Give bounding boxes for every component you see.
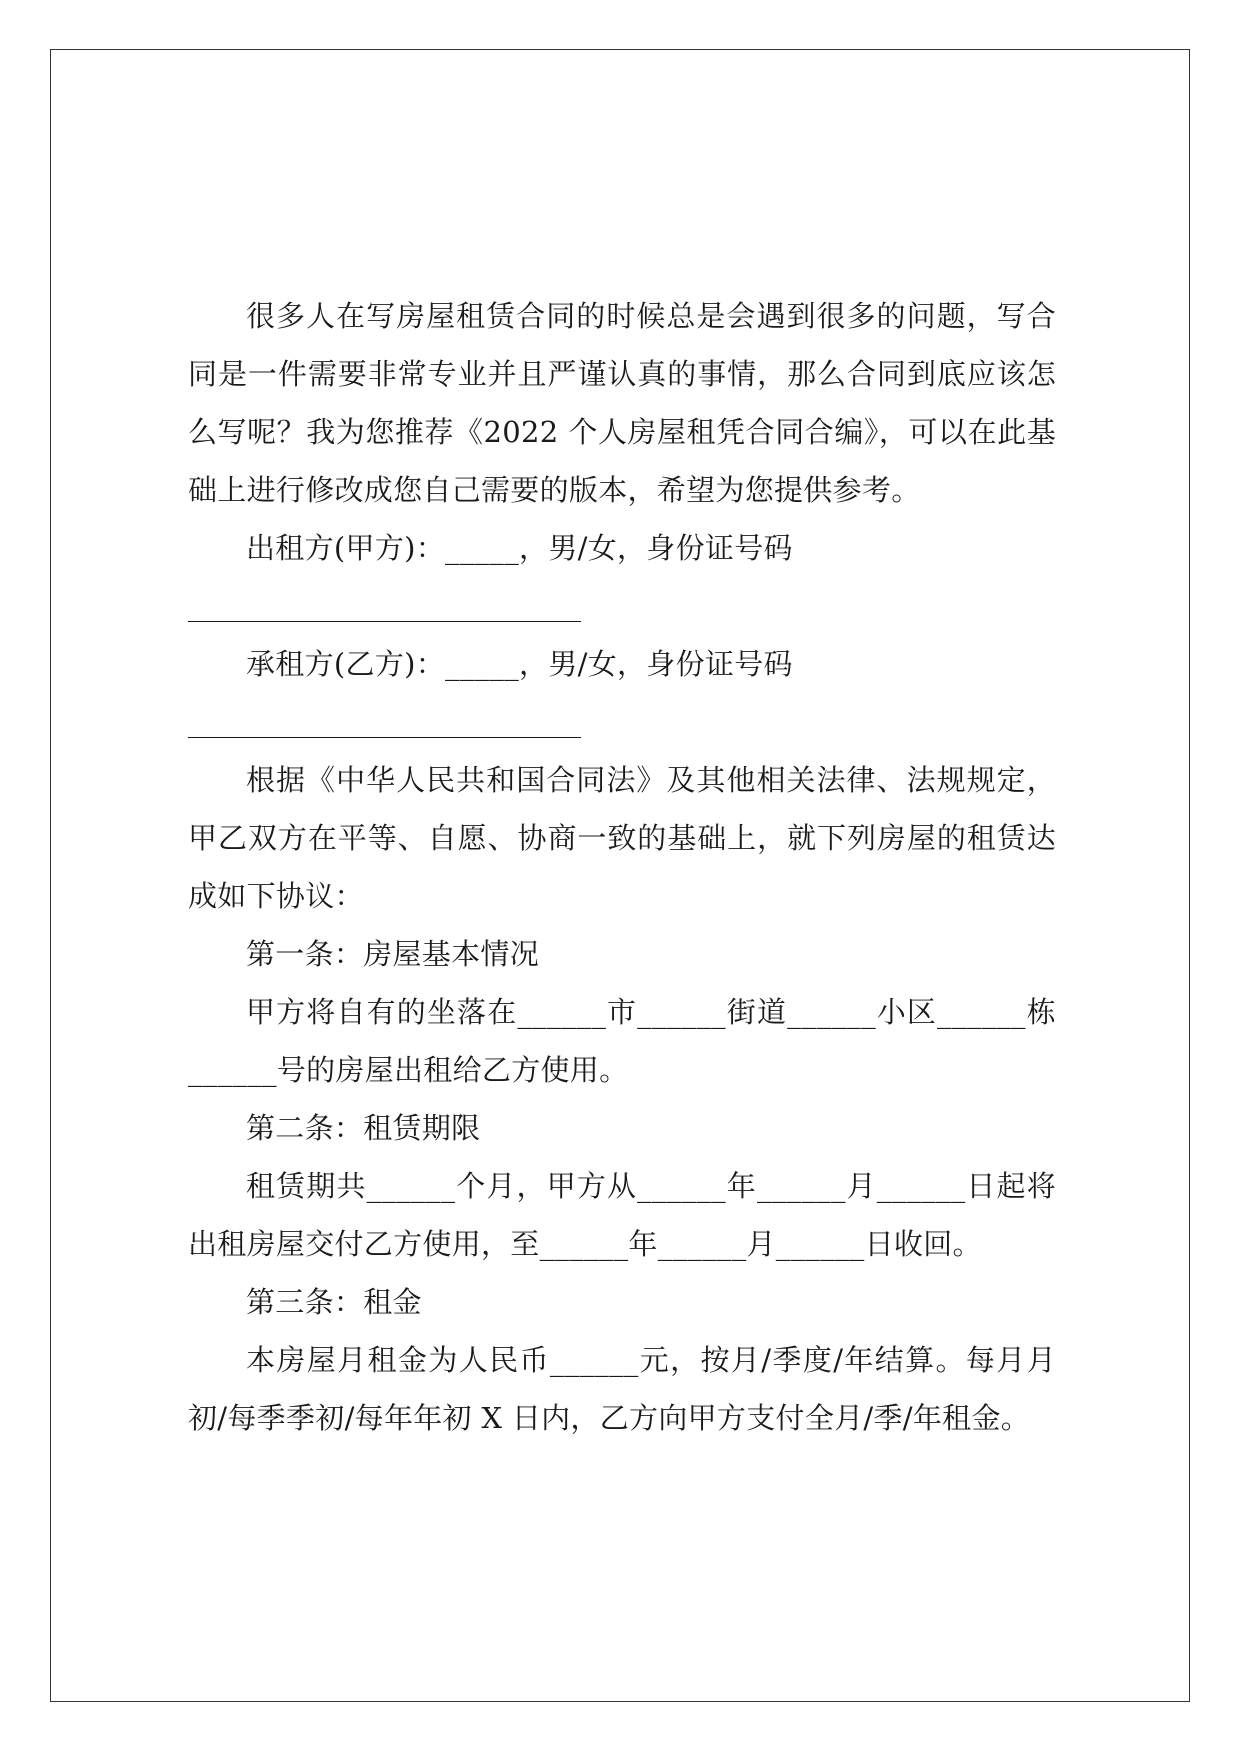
article-3-body: 本房屋月租金为人民币______元，按月/季度/年结算。每月月初/每季季初/每年年初 X 日内，乙方向甲方支付全月/季/年租金。 [188,1343,1056,1435]
article-1-body: 甲方将自有的坐落在______市______街道______小区______栋______号的房屋出租给乙方使用。 [188,995,1056,1087]
lessee-line: 承租方(乙方)：_____，男/女，身份证号码 [246,647,793,681]
lessor-id-blank [188,577,1056,635]
article-2-body: 租赁期共______个月，甲方从______年______月______日起将出租房屋交付乙方使用，至______年______月______日收回。 [188,1169,1056,1261]
lessor-id-underline [188,621,581,622]
basis-paragraph: 根据《中华人民共和国合同法》及其他相关法律、法规规定，甲乙双方在平等、自愿、协商一致的基础上，就下列房屋的租赁达成如下协议： [188,763,1056,913]
article-3-title: 第三条：租金 [246,1285,422,1319]
article-1-title: 第一条：房屋基本情况 [246,937,540,971]
document-body [188,287,1056,1447]
intro-paragraph: 很多人在写房屋租赁合同的时候总是会遇到很多的问题，写合同是一件需要非常专业并且严谨认真的事情，那么合同到底应该怎么写呢？我为您推荐《2022 个人房屋租凭合同合编》，可以在此基础上进行修改成您自己需要的版本，希望为您提供参考。 [188,299,1056,507]
lessee-id-blank [188,693,1056,751]
lessor-line: 出租方(甲方)：_____，男/女，身份证号码 [246,531,793,565]
lessee-id-underline [188,737,581,738]
article-2-title: 第二条：租赁期限 [246,1111,481,1145]
